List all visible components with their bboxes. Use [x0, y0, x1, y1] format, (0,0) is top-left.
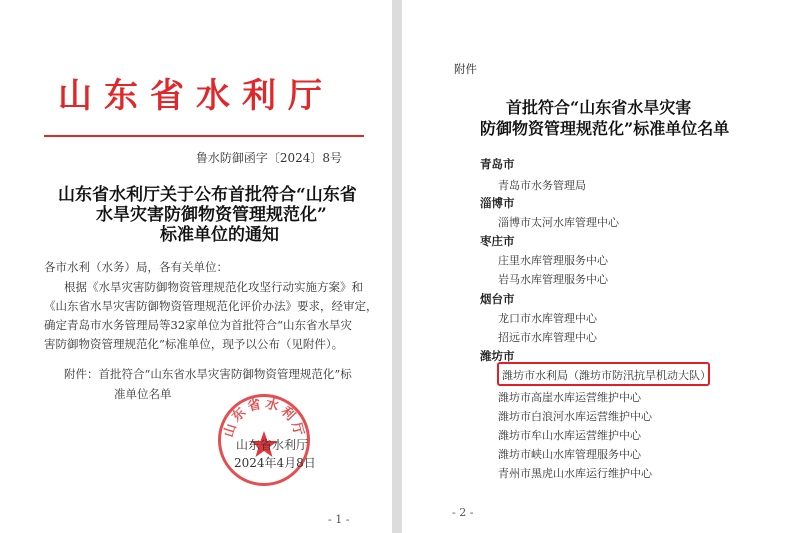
notice-title-line-2: 水旱灾害防御物资管理规范化” [96, 205, 327, 225]
list-title-line-1: 首批符合“山东省水旱灾害 [506, 98, 692, 117]
svg-text:山东省水利厅: 山东省水利厅 [221, 397, 307, 441]
unit-list-item: 淄博市太河水库管理中心 [498, 216, 619, 229]
city-heading-yantai: 烟台市 [480, 292, 515, 306]
unit-list-item: 岩马水库管理服务中心 [498, 273, 608, 286]
attachment-note-line-1: 附件：首批符合“山东省水旱灾害防御物资管理规范化”标 [64, 367, 352, 381]
unit-list-item: 潍坊市牟山水库运营维护中心 [498, 429, 641, 442]
signature-organization: 山东省水利厅 [236, 438, 309, 452]
unit-list-item: 庄里水库管理服务中心 [498, 254, 608, 267]
body-line-2: 《山东省水旱灾害防御物资管理规范化评价办法》要求，经审定， [44, 299, 378, 313]
attachment-label: 附件 [454, 62, 477, 76]
signature-date: 2024年4月8日 [234, 456, 316, 470]
city-heading-qingdao: 青岛市 [480, 157, 515, 171]
page-number-1: - 1 - [328, 513, 350, 526]
notice-title-line-1: 山东省水利厅关于公布首批符合“山东省 [58, 185, 357, 205]
unit-list-item: 青州市黑虎山水库运行维护中心 [498, 467, 652, 480]
city-heading-zaozhuang: 枣庄市 [480, 234, 515, 248]
attachment-note-line-2: 准单位名单 [114, 387, 172, 401]
body-line-3: 确定青岛市水务管理局等32家单位为首批符合“山东省水旱灾 [44, 318, 353, 332]
unit-list-item: 招远市水库管理中心 [498, 331, 597, 344]
body-line-4: 害防御物资管理规范化”标准单位，现予以公布（见附件）。 [44, 337, 344, 351]
unit-list-item: 龙口市水库管理中心 [498, 312, 597, 325]
document-number: 鲁水防御函字〔2024〕8号 [195, 151, 342, 165]
city-heading-weifang: 潍坊市 [480, 349, 515, 363]
list-title-line-2: 防御物资管理规范化”标准单位名单 [480, 119, 730, 138]
notice-title-line-3: 标准单位的通知 [160, 225, 279, 245]
document-page-2 [402, 0, 800, 533]
highlighted-unit: 潍坊市水利局（潍坊市防汛抗旱机动大队） [502, 369, 711, 382]
salutation: 各市水利（水务）局，各有关单位： [44, 260, 228, 274]
letterhead-divider [44, 135, 364, 137]
unit-list-item: 潍坊市高崖水库运营维护中心 [498, 391, 641, 404]
body-line-1: 根据《水旱灾害防御物资管理规范化攻坚行动实施方案》和 [64, 280, 363, 294]
document-page-1 [0, 0, 392, 533]
city-heading-zibo: 淄博市 [480, 196, 515, 210]
unit-list-item: 潍坊市峡山水库管理服务中心 [498, 448, 641, 461]
page-number-2: - 2 - [452, 506, 474, 519]
letterhead-title: 山东省水利厅 [58, 76, 334, 116]
unit-list-item: 潍坊市白浪河水库运营维护中心 [498, 410, 652, 423]
unit-list-item: 青岛市水务管理局 [498, 179, 586, 192]
